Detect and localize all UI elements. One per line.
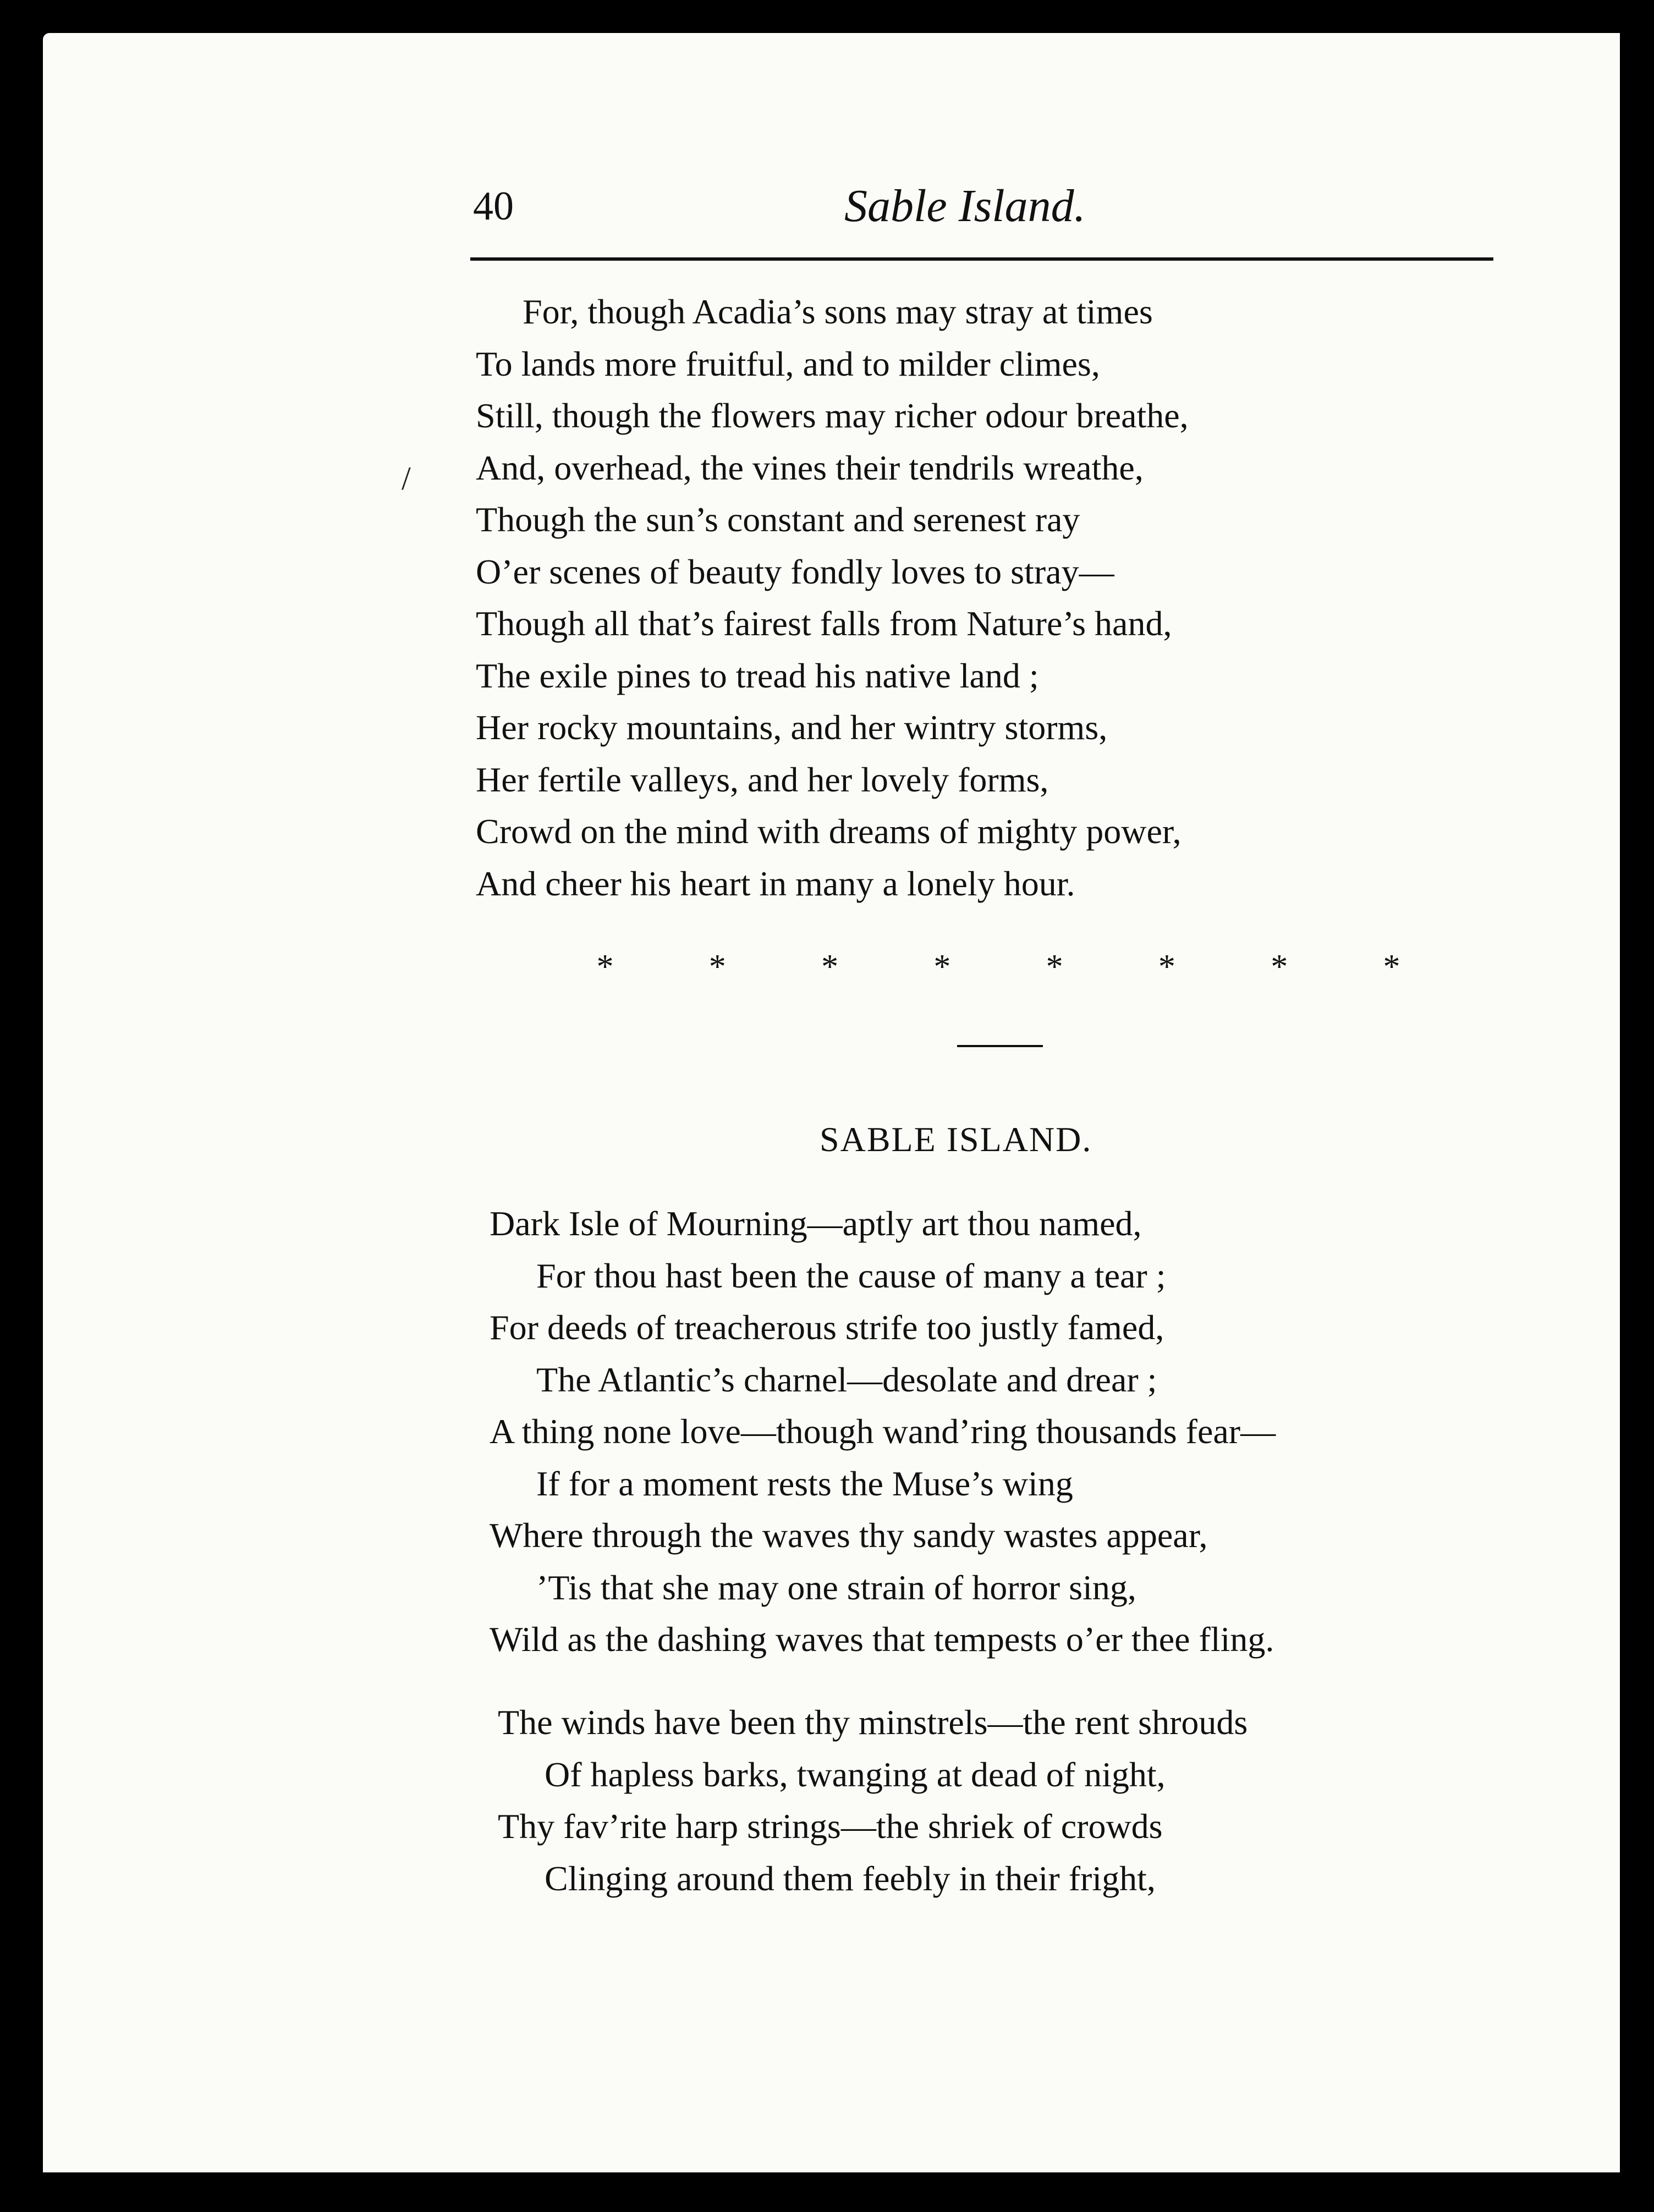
verse-line: Clinging around them feebly in their fright,	[545, 1858, 1156, 1898]
verse-line: A thing none love—though wand’ring thousands fear—	[490, 1412, 1276, 1451]
verse-line: For thou hast been the cause of many a tear ;	[536, 1256, 1166, 1295]
verse-line: Of hapless barks, twanging at dead of night,	[545, 1754, 1166, 1794]
section-rule	[957, 1045, 1043, 1047]
verse-line: Wild as the dashing waves that tempests o’er thee fling.	[490, 1620, 1274, 1659]
poem-stanza-one	[490, 1198, 1276, 1666]
page-number: 40	[473, 184, 514, 229]
asterisk: *	[1383, 948, 1400, 986]
verse-line: Dark Isle of Mourning—aptly art thou named,	[490, 1204, 1142, 1243]
verse-line: Her fertile valleys, and her lovely forms,	[476, 760, 1049, 799]
verse-line: O’er scenes of beauty fondly loves to stray—	[476, 552, 1114, 591]
asterisk: *	[596, 948, 614, 986]
verse-line: And, overhead, the vines their tendrils wreathe,	[476, 448, 1144, 487]
verse-line: The Atlantic’s charnel—desolate and drear ;	[536, 1360, 1157, 1399]
asterisk-separator	[594, 945, 1403, 989]
poem-stanza-two	[498, 1697, 1248, 1905]
verse-line: Though all that’s fairest falls from Nature’s hand,	[476, 604, 1172, 643]
verse-line: For, though Acadia’s sons may stray at times	[523, 292, 1153, 331]
header-rule	[470, 257, 1493, 261]
asterisk: *	[708, 948, 726, 986]
verse-line: If for a moment rests the Muse’s wing	[536, 1463, 1073, 1503]
asterisk: *	[1158, 948, 1175, 986]
verse-line: Her rocky mountains, and her wintry storms,	[476, 708, 1108, 747]
asterisk: *	[1046, 948, 1063, 986]
page-header	[473, 181, 1493, 231]
verse-line: Still, though the flowers may richer odour breathe,	[476, 396, 1189, 435]
verse-line: Thy fav’rite harp strings—the shriek of crowds	[498, 1807, 1163, 1846]
intro-stanza	[476, 286, 1189, 910]
verse-line: And cheer his heart in many a lonely hour.	[476, 863, 1075, 903]
verse-line: The exile pines to tread his native land ;	[476, 656, 1039, 695]
asterisk: *	[933, 948, 951, 986]
running-title: Sable Island.	[844, 180, 1086, 232]
verse-line: ’Tis that she may one strain of horror sing,	[536, 1567, 1136, 1607]
verse-line: Where through the waves thy sandy wastes appear,	[490, 1516, 1208, 1555]
verse-line: For deeds of treacherous strife too justly famed,	[490, 1308, 1164, 1347]
asterisk: *	[821, 948, 839, 986]
verse-line: To lands more fruitful, and to milder climes,	[476, 344, 1100, 383]
page-edge	[1598, 33, 1620, 2172]
margin-pencil-mark: /	[402, 460, 411, 497]
poem-title: SABLE ISLAND.	[820, 1120, 1092, 1159]
asterisk: *	[1271, 948, 1288, 986]
verse-line: The winds have been thy minstrels—the rent shrouds	[498, 1703, 1248, 1742]
verse-line: Though the sun’s constant and serenest ray	[476, 500, 1080, 539]
verse-line: Crowd on the mind with dreams of mighty power,	[476, 812, 1182, 851]
